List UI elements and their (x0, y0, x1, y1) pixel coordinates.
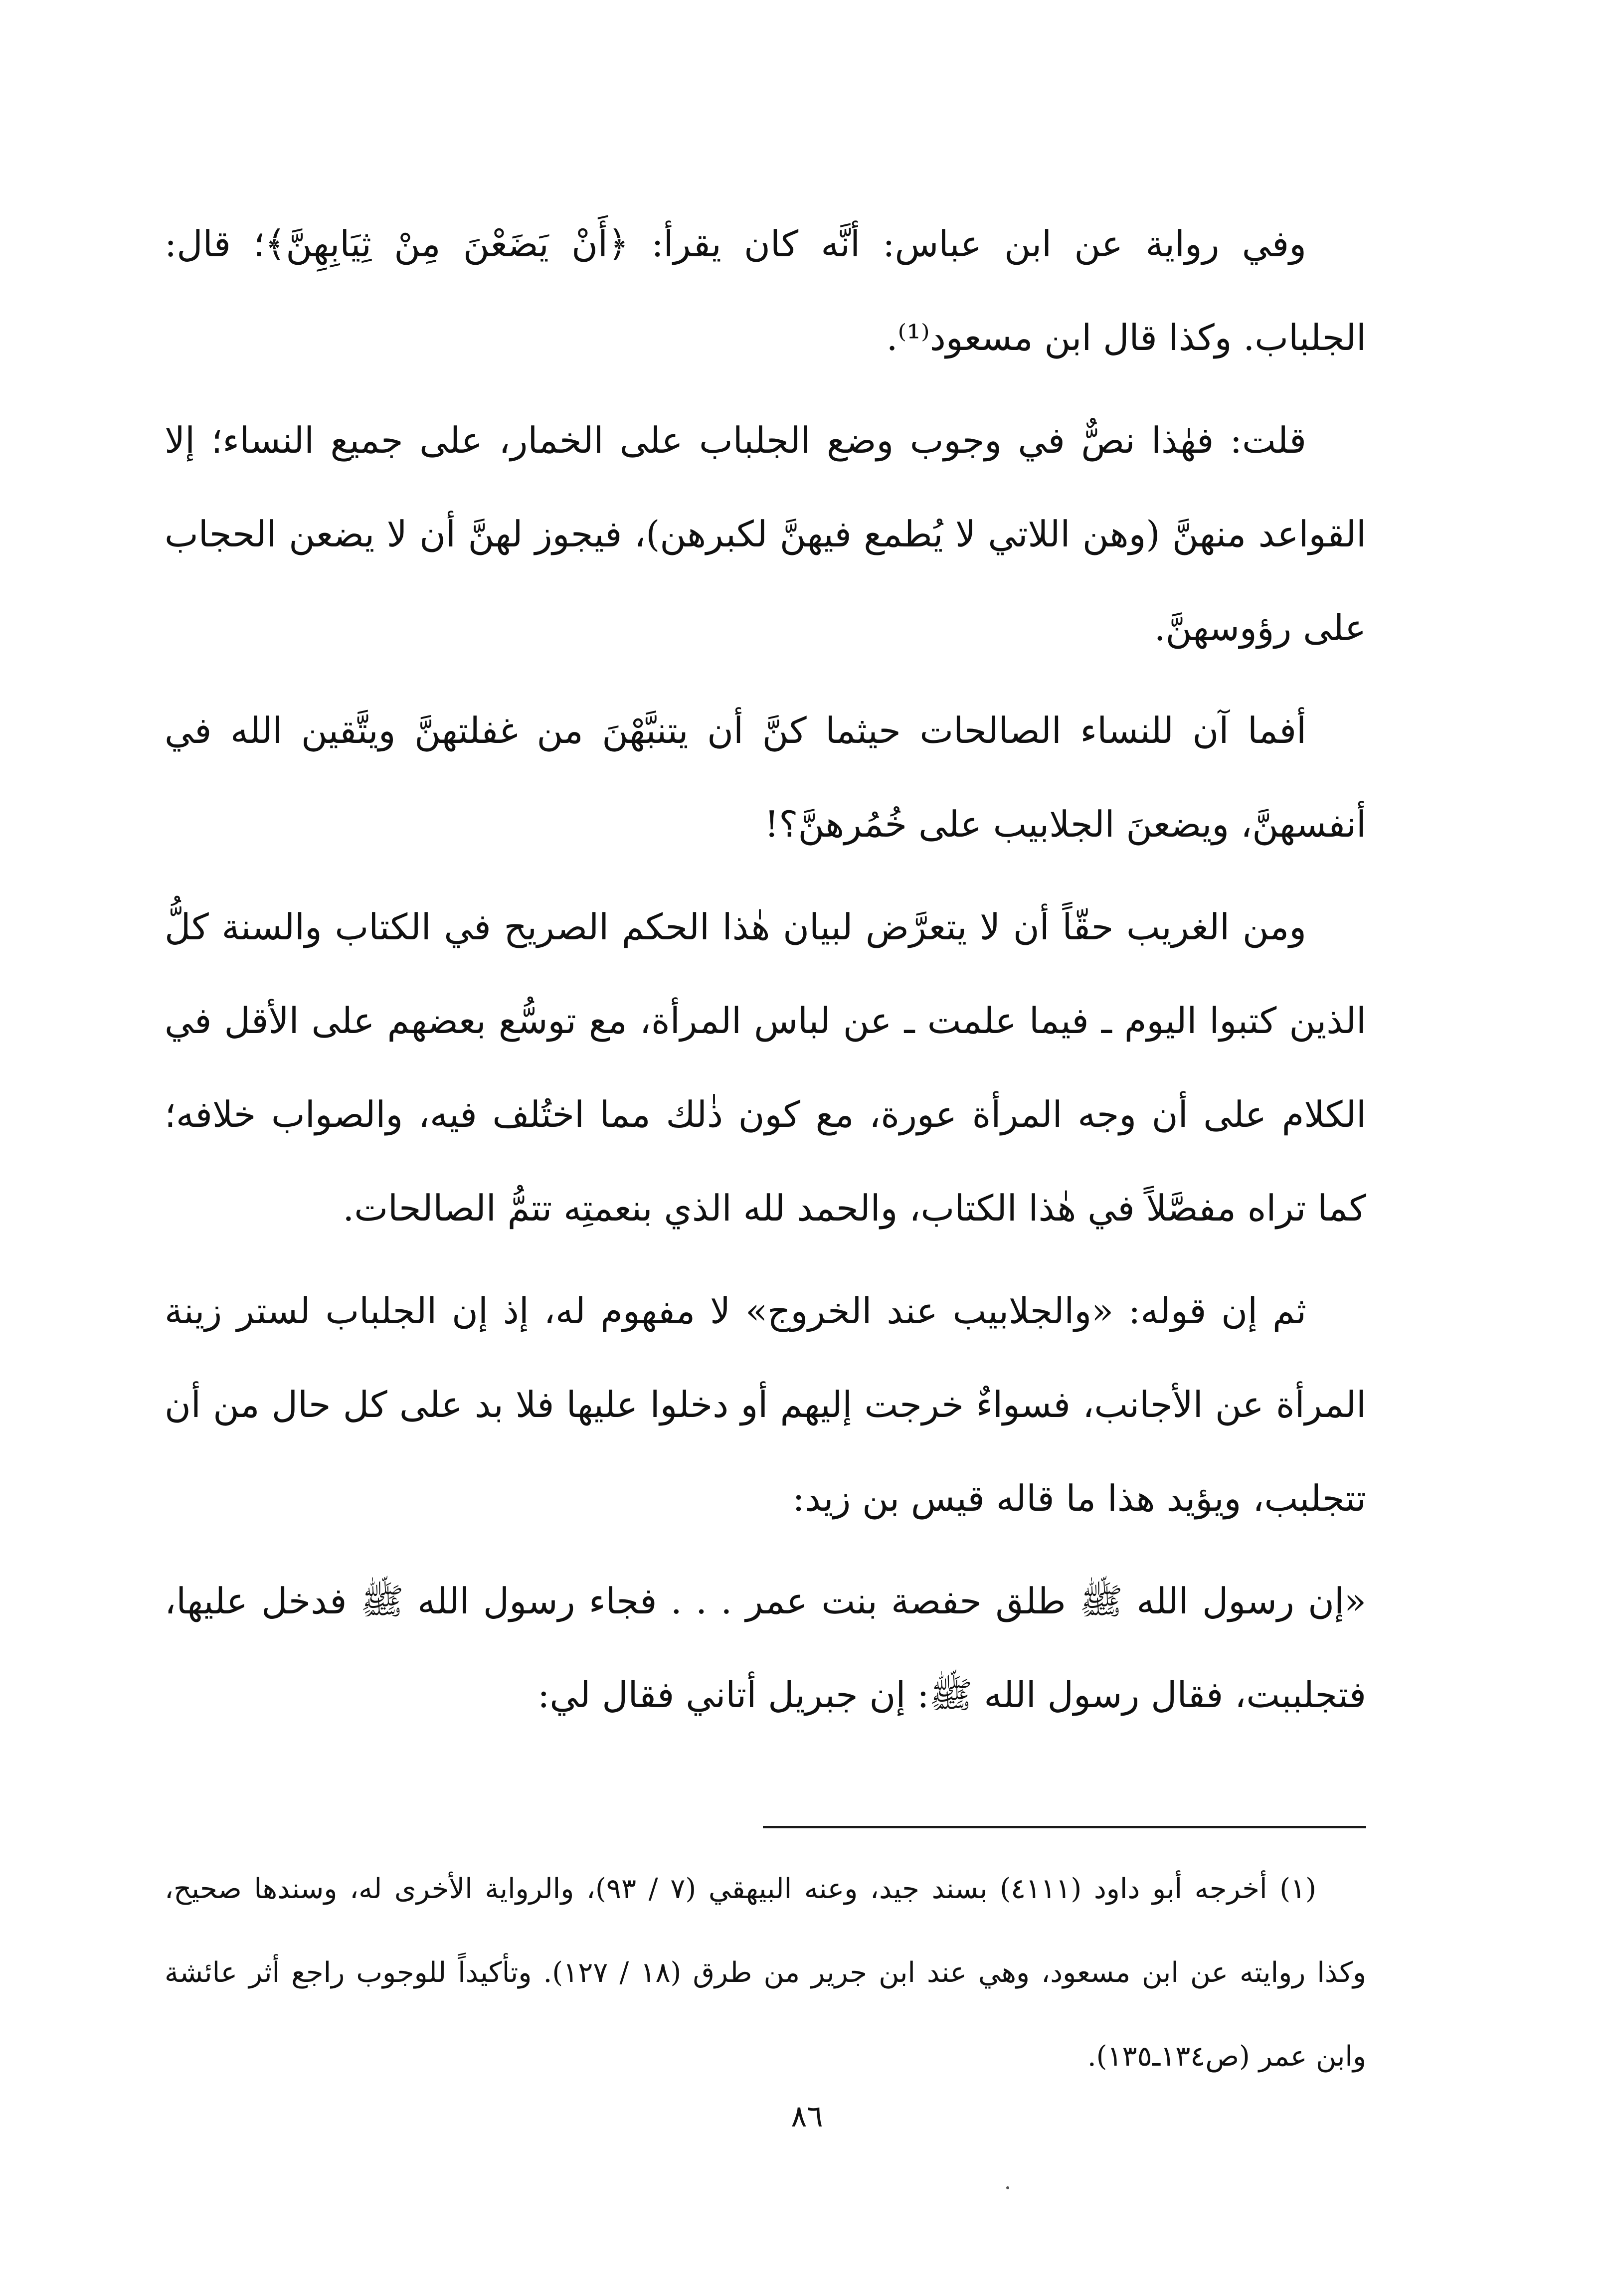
footnotes-block (165, 1847, 1366, 2099)
footnote-1: (١) أخرجه أبو داود (٤١١١) بسند جيد، وعنه البيهقي (٧ / ٩٣)، والرواية الأخرى له، وسندها صحيح، وكذا روايته عن ابن مسعود، وهي عند ابن جرير من طرق (١٨ / ١٢٧). وتأكيداً للوجوب راجع أثر عائشة وابن عمر (ص١٣٤ـ١٣٥). (165, 1873, 1366, 2073)
paragraph-2: قلت: فهٰذا نصٌّ في وجوب وضع الجلباب على الخمار، على جميع النساء؛ إلا القواعد منهنَّ (وهن اللاتي لا يُطمع فيهنَّ لكبرهن)، فيجوز لهنَّ أن لا يضعن الحجاب على رؤوسهنَّ. (165, 419, 1366, 649)
paragraph-5: ثم إن قوله: «والجلابيب عند الخروج» لا مفهوم له، إذ إن الجلباب لستر زينة المرأة عن الأجانب، فسواءٌ خرجت إليهم أو دخلوا عليها فلا بد على كل حال من أن تتجلبب، ويؤيد هذا ما قاله قيس بن زيد: (165, 1290, 1366, 1519)
footnote-divider (763, 1826, 1366, 1828)
paragraph-3: أفما آن للنساء الصالحات حيثما كنَّ أن يتنبَّهْنَ من غفلتهنَّ ويتَّقين الله في أنفسهنَّ، ويضعنَ الجلابيب على خُمُرهنَّ؟! (165, 709, 1366, 845)
main-text-block (165, 197, 1366, 1751)
paragraph-1: وفي رواية عن ابن عباس: أنَّه كان يقرأ: ﴿أَنْ يَضَعْنَ مِنْ ثِيَابِهِنَّ﴾؛ قال: الجلباب. وكذا قال ابن مسعود⁽¹⁾. (165, 223, 1366, 358)
paragraph-6-hadith-quote: «إن رسول الله ﷺ طلق حفصة بنت عمر . . . فجاء رسول الله ﷺ فدخل عليها، فتجلببت، فقال رسول الله ﷺ: إن جبريل أتاني فقال لي: (165, 1580, 1366, 1716)
paragraph-4: ومن الغريب حقّاً أن لا يتعرَّض لبيان هٰذا الحكم الصريح في الكتاب والسنة كلُّ الذين كتبوا اليوم ـ فيما علمت ـ عن لباس المرأة، مع توسُّع بعضهم على الأقل في الكلام على أن وجه المرأة عورة، مع كون ذٰلك مما اختُلف فيه، والصواب خلافه؛ كما تراه مفصَّلاً في هٰذا الكتاب، والحمد لله الذي بنعمتِه تتمُّ الصالحات. (165, 906, 1366, 1229)
page-number: ٨٦ (791, 2099, 823, 2134)
scan-speck (1006, 2186, 1009, 2189)
